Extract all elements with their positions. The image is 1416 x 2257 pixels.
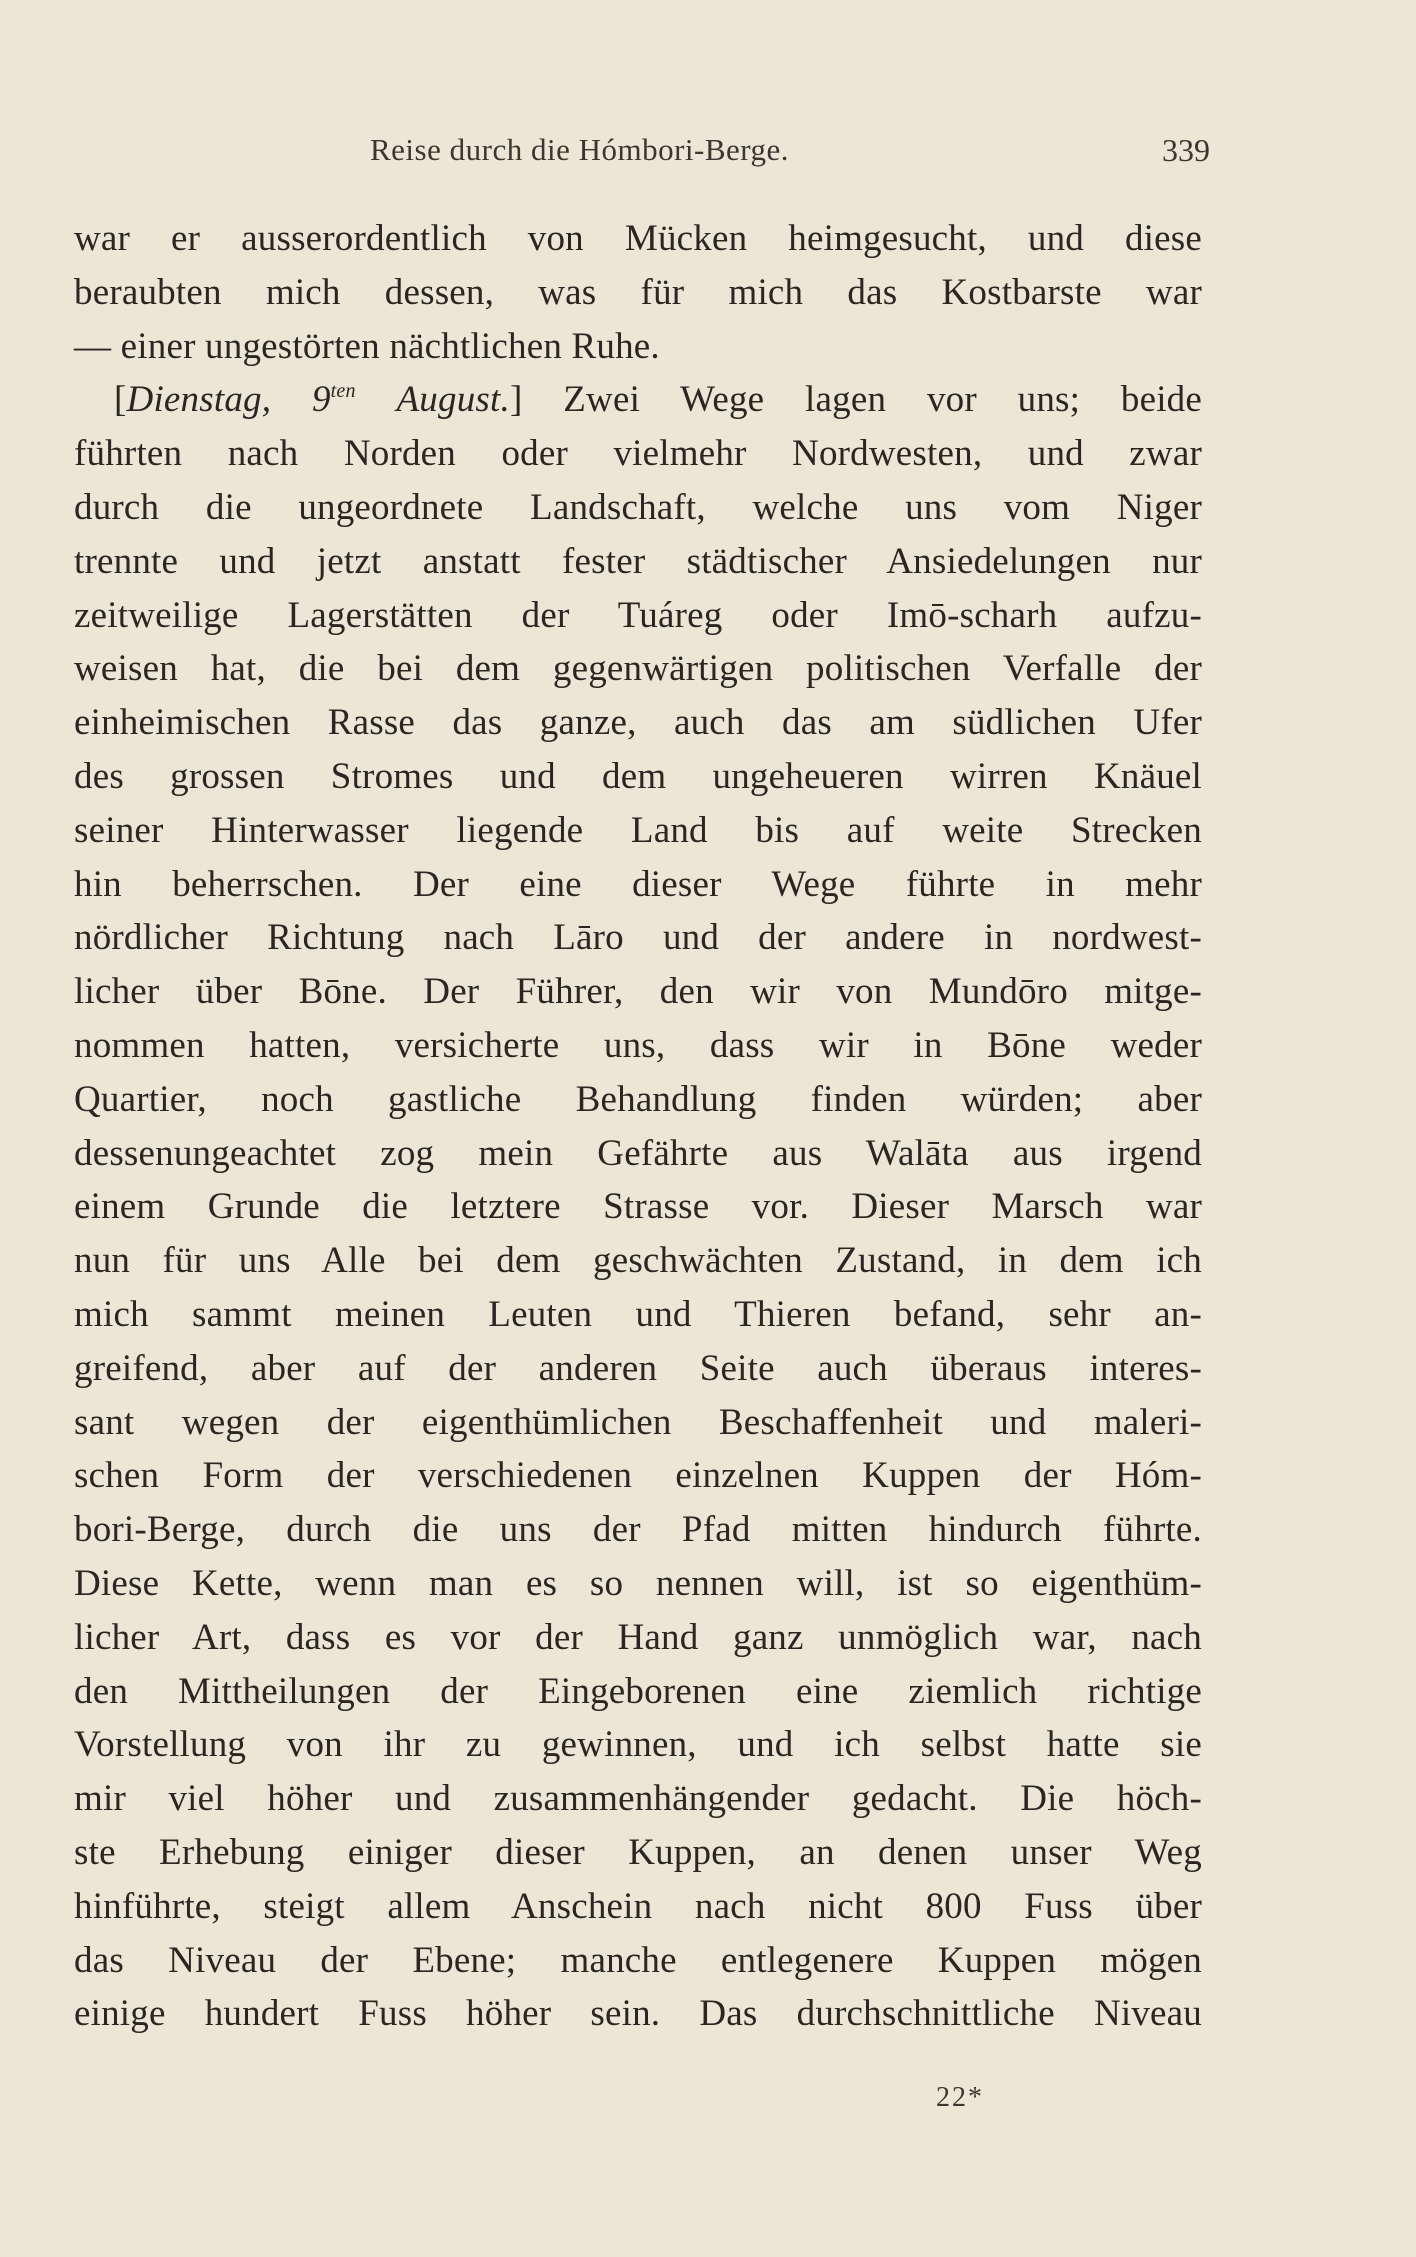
date-bracket-close: ] (509, 379, 523, 421)
page-number: 339 (1162, 132, 1210, 168)
text-line: einem Grunde die letztere Strasse vor. Dieser Marsch war (74, 1186, 1202, 1228)
text-line: nommen hatten, versicherte uns, dass wir in Bōne weder (74, 1024, 1202, 1066)
text-line: Quartier, noch gastliche Behandlung finden würden; aber (74, 1078, 1202, 1120)
text-line: das Niveau der Ebene; manche entlegenere Kuppen mögen (74, 1939, 1202, 1981)
text-line: durch die ungeordnete Landschaft, welche uns vom Niger (74, 486, 1202, 528)
text-line: beraubten mich dessen, was für mich das Kostbarste war (74, 271, 1202, 313)
date-month: August. (396, 379, 510, 421)
text-line: einheimischen Rasse das ganze, auch das am südlichen Ufer (74, 702, 1202, 744)
text-line: greifend, aber auf der anderen Seite auch überaus interes- (74, 1347, 1202, 1389)
date-line-text: Zwei Wege lagen vor uns; beide (563, 379, 1203, 421)
text-line: nun für uns Alle bei dem geschwächten Zustand, in dem ich (74, 1240, 1202, 1282)
text-line: sant wegen der eigenthümlichen Beschaffenheit und maleri- (74, 1401, 1202, 1443)
text-line: hinführte, steigt allem Anschein nach nicht 800 Fuss über (74, 1885, 1202, 1927)
running-head (370, 132, 1210, 172)
date-bracket-open: [ (114, 379, 127, 421)
text-line: Vorstellung von ihr zu gewinnen, und ich selbst hatte sie (74, 1724, 1202, 1766)
text-line: mich sammt meinen Leuten und Thieren befand, sehr an- (74, 1293, 1202, 1335)
text-line: den Mittheilungen der Eingeborenen eine ziemlich richtige (74, 1670, 1202, 1712)
text-line: ste Erhebung einiger dieser Kuppen, an denen unser Weg (74, 1831, 1202, 1873)
text-line: zeitweilige Lagerstätten der Tuáreg oder Imō-scharh aufzu- (74, 594, 1202, 636)
text-line: nördlicher Richtung nach Lāro und der andere in nordwest- (74, 917, 1202, 959)
date-number-digit: 9 (311, 379, 331, 421)
text-line: des grossen Stromes und dem ungeheueren wirren Knäuel (74, 755, 1202, 797)
date-number (312, 379, 356, 420)
text-line: seiner Hinterwasser liegende Land bis auf weite Strecken (74, 809, 1202, 851)
text-line: hin beherrschen. Der eine dieser Wege führte in mehr (74, 863, 1202, 905)
date-number-superscript: ten (330, 380, 356, 403)
text-line: licher über Bōne. Der Führer, den wir von Mundōro mitge- (74, 971, 1202, 1013)
running-head-title: Reise durch die Hómbori-Berge. (370, 132, 790, 167)
text-line: war er ausserordentlich von Mücken heimgesucht, und diese (74, 218, 1202, 259)
text-line: einige hundert Fuss höher sein. Das durchschnittliche Niveau (74, 1993, 1202, 2035)
text-line-with-date (74, 373, 1202, 427)
text-line: dessenungeachtet zog mein Gefährte aus Walāta aus irgend (74, 1132, 1202, 1174)
text-line: weisen hat, die bei dem gegenwärtigen politischen Verfalle der (74, 648, 1202, 690)
text-line: trennte und jetzt anstatt fester städtischer Ansiedelungen nur (74, 540, 1202, 582)
text-line: bori-Berge, durch die uns der Pfad mitten hindurch führte. (74, 1509, 1202, 1551)
text-line: licher Art, dass es vor der Hand ganz unmöglich war, nach (74, 1616, 1202, 1658)
signature-mark: 22* (936, 2082, 984, 2113)
text-line: schen Form der verschiedenen einzelnen Kuppen der Hóm- (74, 1455, 1202, 1497)
body-text (74, 212, 1202, 2041)
text-line: mir viel höher und zusammenhängender gedacht. Die höch- (74, 1778, 1202, 1820)
date-day: Dienstag, (126, 379, 272, 421)
text-line: — einer ungestörten nächtlichen Ruhe. (74, 325, 660, 367)
text-line: führten nach Norden oder vielmehr Nordwesten, und zwar (74, 433, 1202, 475)
text-line: Diese Kette, wenn man es so nennen will, ist so eigenthüm- (74, 1562, 1202, 1604)
